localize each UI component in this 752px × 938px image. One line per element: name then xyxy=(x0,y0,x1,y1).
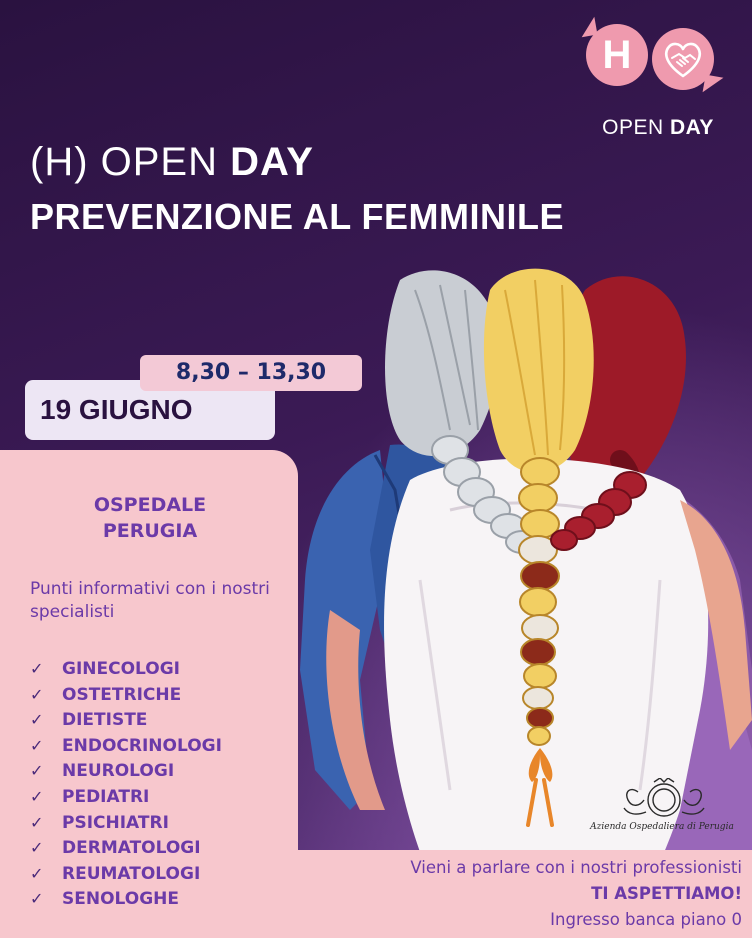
hospital-name: OSPEDALE PERUGIA xyxy=(93,494,207,542)
check-icon: ✓ xyxy=(30,838,44,858)
specialist-label: OSTETRICHE xyxy=(62,684,182,705)
page-title xyxy=(30,140,314,185)
specialist-item xyxy=(30,784,222,810)
specialist-label: GINECOLOGI xyxy=(62,659,181,679)
event-time: 8,30 – 13,30 xyxy=(175,360,327,385)
handshake-heart-icon xyxy=(652,28,714,90)
specialist-item xyxy=(30,682,222,708)
specialist-item xyxy=(30,861,222,887)
check-icon: ✓ xyxy=(30,889,44,909)
specialist-label: SENOLOGHE xyxy=(62,889,180,910)
logo-letter: H xyxy=(602,33,632,77)
title-bold: DAY xyxy=(230,140,314,184)
specialist-label: DERMATOLOGI xyxy=(62,838,201,859)
check-icon: ✓ xyxy=(30,684,44,704)
page-subtitle: PREVENZIONE AL FEMMINILE xyxy=(30,196,565,237)
check-icon: ✓ xyxy=(30,659,44,678)
specialist-label: ENDOCRINOLOGI xyxy=(62,735,222,756)
specialists-list xyxy=(30,656,222,912)
check-icon: ✓ xyxy=(30,812,44,832)
check-icon: ✓ xyxy=(30,761,44,781)
cta-invite: Vieni a parlare con i nostri professionisti xyxy=(410,858,742,877)
specialist-label: DIETISTE xyxy=(62,710,148,731)
specialist-item xyxy=(30,835,222,861)
intro-text: Punti informativi con i nostri specialisti xyxy=(30,579,270,622)
specialist-item xyxy=(30,886,222,912)
cta-headline: TI ASPETTIAMO! xyxy=(591,884,742,903)
cta-entrance: Ingresso banca piano 0 xyxy=(550,910,742,929)
open-day-logo xyxy=(586,18,736,148)
seal-caption: Azienda Ospedaliera di Perugia xyxy=(590,822,734,832)
event-date: 19 GIUGNO xyxy=(40,394,193,425)
check-icon: ✓ xyxy=(30,786,44,806)
check-icon: ✓ xyxy=(30,710,44,730)
specialist-label: PEDIATRI xyxy=(62,786,150,807)
specialist-item xyxy=(30,707,222,733)
specialist-label: PSICHIATRI xyxy=(62,812,169,833)
check-icon: ✓ xyxy=(30,863,44,883)
specialist-label: REUMATOLOGI xyxy=(62,863,201,884)
specialist-item xyxy=(30,733,222,759)
check-icon: ✓ xyxy=(30,735,44,755)
title-regular: (H) OPEN xyxy=(30,140,231,184)
specialist-item xyxy=(30,758,222,784)
specialist-item xyxy=(30,656,222,682)
specialist-label: NEUROLOGI xyxy=(62,761,175,782)
logo-text: OPEN DAY xyxy=(602,116,714,139)
specialist-item xyxy=(30,810,222,836)
